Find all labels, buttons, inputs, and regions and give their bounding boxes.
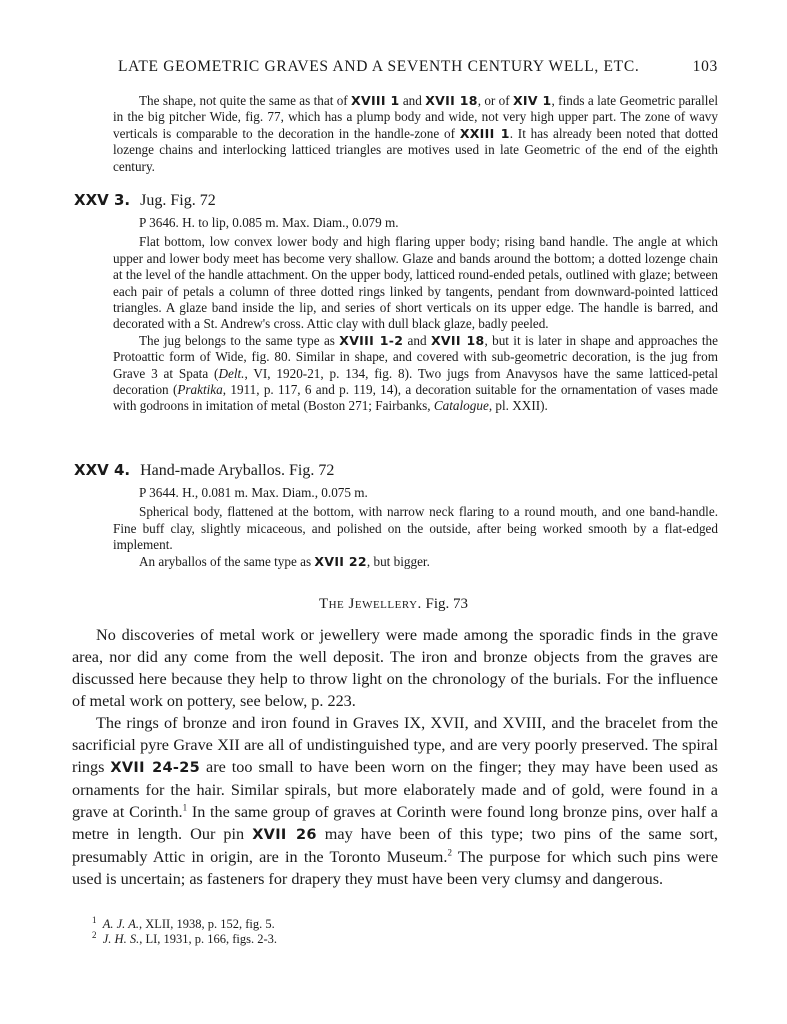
entry-commentary: An aryballos of the same type as XVII 22, but bigger. <box>139 553 430 569</box>
footnote-ref[interactable]: 1 <box>182 802 188 813</box>
entry-measurements: P 3646. H. to lip, 0.085 m. Max. Diam., 0.079 m. <box>139 215 399 230</box>
entry-figure: Fig. 72 <box>170 192 216 209</box>
catalogue-ref: XVII 18 <box>425 93 478 108</box>
entry-commentary: The jug belongs to the same type as XVIII 1-2 and XVII 18, but it is later in shape and approaches the Protoattic form of Wide, fig. 80. Similar in shape, and covered with sub-geometric decoration, is the jug from Grave 3 at Spata (Delt., VI, 1920-21, p. 134, fig. 8). Two jugs from Anavysos have the same latticed-petal decoration (Praktika, 1911, p. 117, 6 and p. 119, 14), a decoration suitable for the ornamentation of vases made with godroons in imitation of metal (Boston 271; Fairbanks, Catalogue, pl. XXII). <box>113 332 718 414</box>
jewellery-section <box>0 596 787 890</box>
section-figure: Fig. 73 <box>425 596 469 612</box>
entry-number: XXV 3. <box>74 191 131 209</box>
intro-section <box>0 93 787 175</box>
body-paragraph: The rings of bronze and iron found in Graves IX, XVII, and XVIII, and the bracelet from the sacrificial pyre Grave XII are all of undistinguished type, and are very poorly preserved. The spiral rings XVII 24-25 are too small to have been worn on the finger; they may have been used as ornaments for the hair. Similar spirals, but more elaborately made and of gold, were found in a grave at Corinth.$^1$ In the same group of graves at Corinth were found long bronze pins, over half a metre in length. Our pin XVII 26 may have been of this type; two pins of the same sort, presumably Attic in origin, are in the Toronto Museum.$^2$ The purpose for which such pins were used is uncertain; as fasteners for drapery they must have been very clumsy and dangerous. <box>72 714 719 888</box>
entry-heading <box>74 191 787 210</box>
entry-figure: Fig. 72 <box>288 462 335 479</box>
body-paragraph: No discoveries of metal work or jewellery were made among the sporadic finds in the grave area, nor did any come from the well deposit. The iron and bronze objects from the graves are discussed here because they help to throw light on the chronology of the burials. For the influence of metal work on pottery, see below, p. 223. <box>72 626 718 710</box>
footnotes <box>0 914 787 947</box>
entry-number: XXV 4. <box>74 461 131 479</box>
page-number: 103 <box>692 58 718 75</box>
entry-description: Spherical body, flattened at the bottom, with narrow neck flaring to a round mouth, and one band-handle. Fine buff clay, slightly micaceous, and polished on the outside, after being worked smooth by a flat-edged implement. <box>113 504 718 553</box>
section-heading <box>0 596 787 613</box>
catalogue-ref: XVII 26 <box>252 827 317 843</box>
running-title: LATE GEOMETRIC GRAVES AND A SEVENTH CENTURY WELL, ETC. <box>118 58 640 75</box>
section-title: The Jewellery. <box>318 596 422 612</box>
catalogue-ref: XVIII 1 <box>351 93 400 108</box>
catalogue-ref: XVIII 1-2 <box>339 332 404 348</box>
footnote: $^1$ A. J. A., XLII, 1938, p. 152, fig. 5. <box>92 914 275 931</box>
catalogue-ref: XVII 18 <box>430 332 485 348</box>
entry-description: Flat bottom, low convex lower body and high flaring upper body; rising band handle. The angle at which upper and lower body meet has become very shallow. Glaze and bands around the bottom; a dotted lozenge chain at the level of the handle attachment. On the upper body, latticed round-ended petals, outlined with glaze; between each pair of petals a column of three dotted rings linked by tangents, pendant from downward-pointed latticed triangles. A glaze band inside the lip, and series of short verticals on its upper edge. The handle is barred, and decorated with a St. Andrew's cross. Attic clay with dull black glaze, badly peeled. <box>113 234 718 332</box>
entry-heading <box>74 461 787 480</box>
entry-measurements: P 3644. H., 0.081 m. Max. Diam., 0.075 m. <box>139 485 368 500</box>
entry-xxv3 <box>0 191 787 415</box>
entry-title: Hand-made Aryballos. <box>140 462 285 479</box>
catalogue-ref: XIV 1 <box>512 93 552 108</box>
footnote-ref[interactable]: 2 <box>447 847 452 858</box>
catalogue-ref: XVII 24-25 <box>110 760 200 776</box>
intro-paragraph: The shape, not quite the same as that of XVIII 1 and XVII 18, or of XIV 1, finds a late Geometric parallel in the big pitcher Wide, fig. 77, which has a plump body and wide, not very high upper part. The zone of wavy verticals is comparable to the decoration in the handle-zone of XXIII 1. It has already been noted that dotted lozenge chains and interlocking latticed triangles are motives used in late Geometric of the end of the eighth century. <box>113 93 718 174</box>
catalogue-ref: XVII 22 <box>314 553 367 569</box>
entry-title: Jug. <box>140 192 167 209</box>
running-header <box>118 58 718 76</box>
catalogue-ref: XXIII 1 <box>459 125 510 141</box>
footnote: $^2$ J. H. S., LI, 1931, p. 166, figs. 2-3. <box>92 929 278 946</box>
entry-xxv4 <box>0 461 787 570</box>
